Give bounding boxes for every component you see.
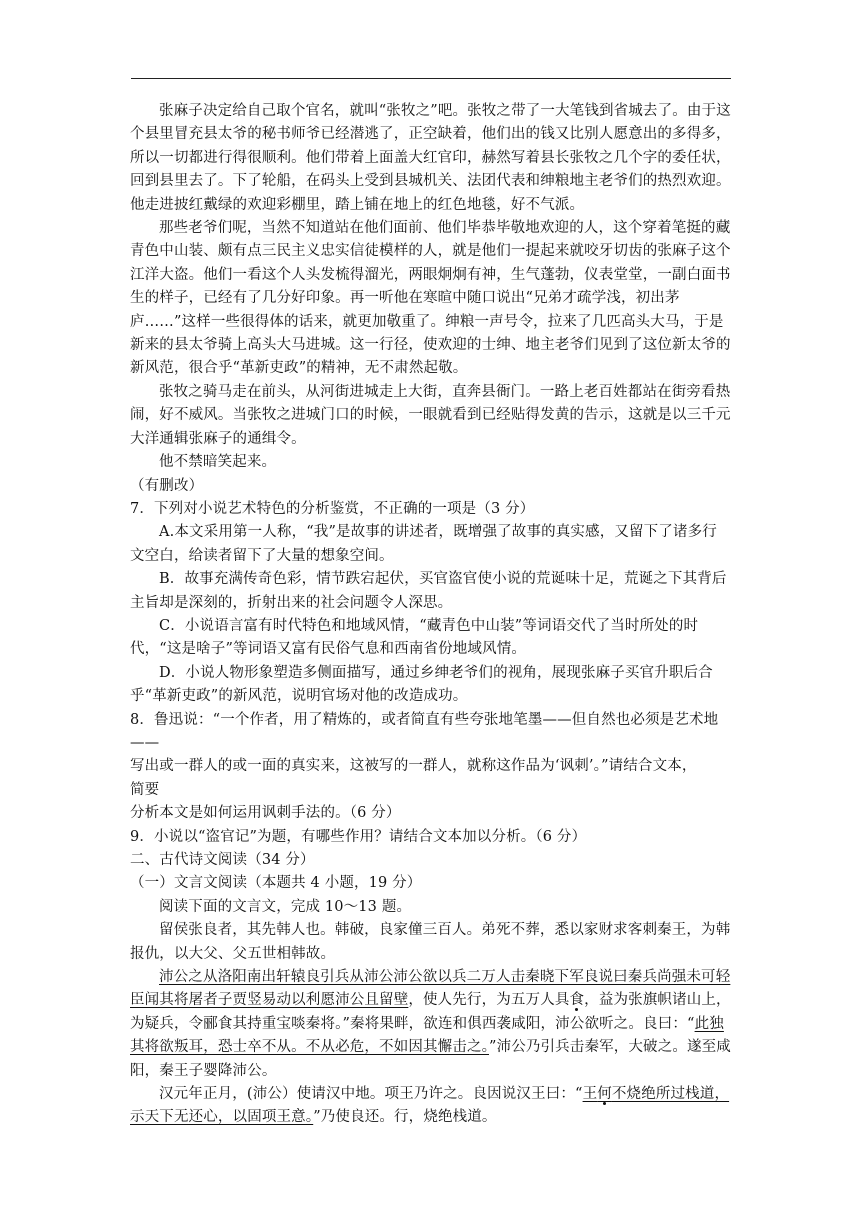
question-8-line-4: 简要 [130, 781, 160, 798]
classical-text-segment: 汉元年正月，(沛公）使请汉中地。项王乃许之。良因说汉王曰：“ [159, 1086, 583, 1103]
header-rule [131, 78, 731, 79]
subsection-classical-title: （一）文言文阅读（本题共 4 小题，19 分） [130, 875, 422, 892]
section-2-title: 二、古代诗文阅读（34 分） [130, 852, 315, 868]
emphasis-dot-char: 食 [569, 992, 585, 1009]
underlined-sentence-punctuation: 沛公之从洛阳南出轩辕良引兵从沛公沛公欲以兵二万人击秦晓下军良说曰秦兵尚强未可轻臣闻其将屠者子贾竖易动以利愿沛公且留壁 [130, 969, 731, 1009]
classical-instruction: 阅读下面的文言文，完成 10～13 题。 [159, 898, 412, 915]
exam-page-content [130, 100, 731, 1130]
question-8-line-3: 写出或一群人的或一面的真实来，这被写的一群人，就称这作品为‘讽刺’。”请结合文本， [130, 758, 697, 775]
underlined-segment: 不烧绝所过栈道，示天下无还心，以固项王意。 [130, 1086, 730, 1126]
classical-text-segment: ，益为张旗帜诸山上，为疑兵，令郦食其持重宝啖秦将。”秦将果畔，欲连和俱西袭咸阳，沛公欲听之。良曰：“ [130, 992, 731, 1032]
question-9-stem: 9．小说以“盗官记”为题，有哪些作用？请结合文本加以分析。（6 分） [130, 828, 587, 845]
underlined-char: 王 [582, 1086, 598, 1103]
question-8-line-2: —— [130, 734, 160, 751]
passage-paragraph-4: 他不禁暗笑起来。 [159, 454, 277, 471]
emphasis-dot-char: 何 [597, 1086, 612, 1103]
question-7-option-d: D．小说人物形象塑造多侧面描写，通过乡绅老爷们的视角，展现张麻子买官升职后合乎“革新吏政”的新风范，说明官场对他的改造成功。 [130, 664, 713, 705]
edit-note: （有删改） [130, 477, 204, 494]
classical-paragraph-1: 留侯张良者，其先韩人也。韩破，良家僮三百人。弟死不葬，悉以家财求客刺秦王，为韩报仇，以大父、父五世相韩故。 [130, 922, 731, 962]
question-8-line-5: 分析本文是如何运用讽刺手法的。（6 分） [130, 805, 401, 822]
classical-text-segment: ”乃使良还。行，烧绝栈道。 [313, 1109, 497, 1126]
classical-paragraph-2 [130, 966, 731, 1083]
underlined-sentence-translate-1: 此独其将欲叛耳，恐士卒不从。不从必危，不如因其懈击之。 [130, 1015, 724, 1056]
question-7-option-c: C．小说语言富有时代特色和地域风情，“藏青色中山装”等词语交代了当时所处的时代，“这是啥子”等词语又富有民俗气息和西南省份地域风情。 [130, 617, 699, 658]
question-8-line-1: 8．鲁迅说：“一个作者，用了精炼的，或者简直有些夸张地笔墨——但自然也必须是艺术地 [130, 711, 719, 728]
question-7-option-a: A.本文采用第一人称，“我”是故事的讲述者，既增强了故事的真实感，又留下了诸多行文空白，给读者留下了大量的想象空间。 [130, 524, 717, 564]
classical-text-segment: ，使人先行，为五万人具 [408, 992, 570, 1009]
question-7-option-b: B．故事充满传奇色彩，情节跌宕起伏，买官盗官使小说的荒诞味十足，荒诞之下其背后主旨却是深刻的，折射出来的社会问题令人深思。 [130, 571, 727, 611]
classical-text-segment: ”沛公乃引兵击秦军，大破之。遂至咸阳，秦王子婴降沛公。 [130, 1039, 731, 1079]
passage-paragraph-3: 张牧之骑马走在前头，从河街进城走上大街，直奔县衙门。一路上老百姓都站在街旁看热闹，好不威风。当张牧之进城门口的时候，一眼就看到已经贴得发黄的告示，这就是以三千元大洋通辑张麻子的通缉令。 [130, 383, 731, 447]
classical-paragraph-3 [130, 1083, 731, 1130]
passage-paragraph-1: 张麻子决定给自己取个官名，就叫“张牧之”吧。张牧之带了一大笔钱到省城去了。由于这个县里冒充县太爷的秘书师爷已经潜逃了，正空缺着，他们出的钱又比别人愿意出的多得多，所以一切都进行得很顺利。他们带着上面盖大红官印，赫然写着县长张牧之几个字的委任状，回到县里去了。下了轮船，在码头上受到县城机关、法团代表和绅粮地主老爷们的热烈欢迎。他走进披红戴绿的欢迎彩棚里，踏上铺在地上的红色地毯，好不气派。 [130, 103, 731, 213]
question-7-stem: 7．下列对小说艺术特色的分析鉴赏，不正确的一项是（3 分） [130, 500, 535, 517]
passage-paragraph-2: 那些老爷们呢，当然不知道站在他们面前、他们毕恭毕敬地欢迎的人，这个穿着笔挺的藏青色中山装、颇有点三民主义忠实信徒模样的人，就是他们一提起来就咬牙切齿的张麻子这个江洋大盗。他们一看这个人头发梳得溜光，两眼炯炯有神，生气蓬勃，仪表堂堂，一副白面书生的样子，已经有了几分好印象。再一听他在寒暄中随口说出“兄弟才疏学浅，初出茅庐……”这样一些很得体的话来，就更加敬重了。绅粮一声号令，拉来了几匹高头大马，于是新来的县太爷骑上高头大马进城。这一行径，使欢迎的士绅、地主老爷们见到了这位新太爷的新风范，很合乎“革新吏政”的精神，无不肃然起敬。 [130, 220, 731, 377]
